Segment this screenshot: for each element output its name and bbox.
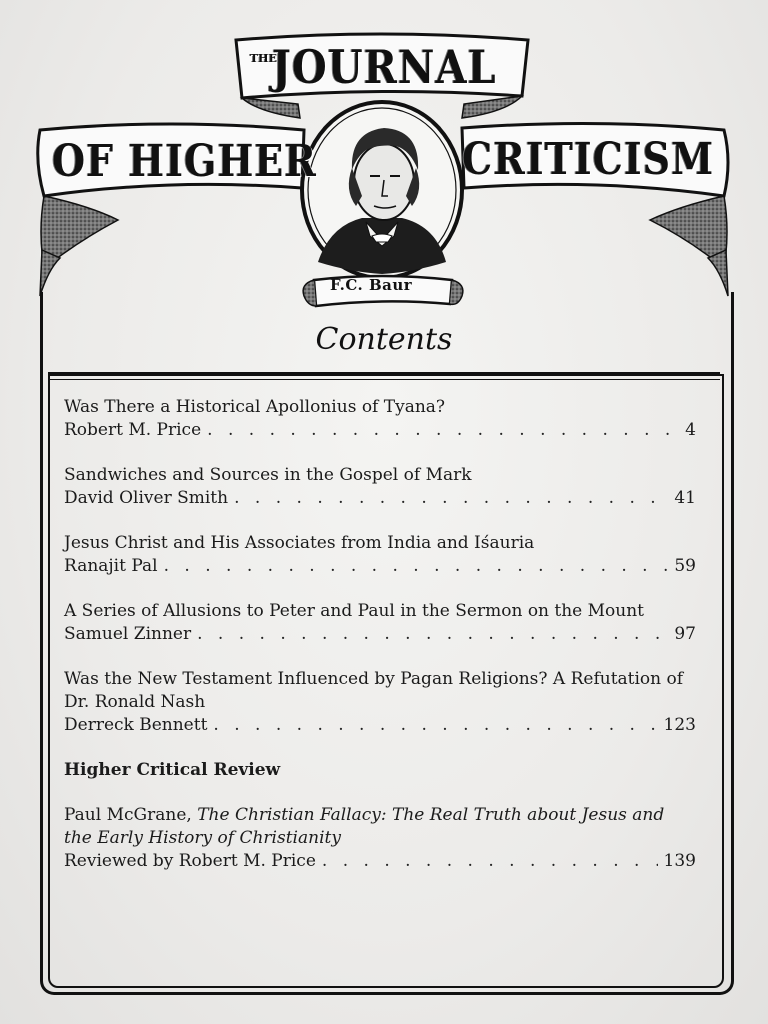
dot-leader xyxy=(234,487,668,510)
toc-entry-page: 123 xyxy=(663,715,696,735)
dot-leader xyxy=(197,623,668,646)
toc-entry[interactable] xyxy=(64,668,696,737)
toc-entry[interactable] xyxy=(64,600,696,646)
masthead-journal: JOURNAL xyxy=(272,40,497,95)
masthead-of-higher: OF HIGHER xyxy=(52,134,317,187)
toc-entry[interactable] xyxy=(64,396,696,442)
dot-leader xyxy=(207,419,679,442)
review-book-title: The Christian Fallacy: The Real Truth about Jesus and the Early History of Christianity xyxy=(64,805,665,848)
portrait-caption: F.C. Baur xyxy=(330,276,413,294)
masthead-the: THE xyxy=(250,52,277,65)
toc-entry-page: 4 xyxy=(685,420,696,440)
review-section-heading: Higher Critical Review xyxy=(64,760,281,780)
toc-entry-page: 97 xyxy=(674,624,696,644)
review-book-author: Paul McGrane, xyxy=(64,805,192,825)
toc-review-entry[interactable] xyxy=(64,804,696,873)
dot-leader xyxy=(213,714,657,737)
toc-entry-page: 59 xyxy=(674,556,696,576)
toc-entry-author: Robert M. Price xyxy=(64,420,202,440)
review-book-line xyxy=(64,804,696,850)
toc-entry-title: A Series of Allusions to Peter and Paul in the Sermon on the Mount xyxy=(64,601,645,621)
review-page: 139 xyxy=(663,851,696,871)
toc-entry[interactable] xyxy=(64,532,696,578)
dot-leader xyxy=(164,555,669,578)
dot-leader xyxy=(322,850,658,873)
toc-entry[interactable] xyxy=(64,464,696,510)
toc-entry-title: Sandwiches and Sources in the Gospel of Mark xyxy=(64,465,472,485)
masthead-criticism: CRITICISM xyxy=(462,132,715,185)
review-reviewer: Reviewed by Robert M. Price xyxy=(64,851,316,871)
toc-entry-author: Samuel Zinner xyxy=(64,624,192,644)
table-of-contents xyxy=(64,396,696,895)
toc-entry-author: Ranajit Pal xyxy=(64,556,158,576)
toc-entry-page: 41 xyxy=(674,488,696,508)
toc-entry-author: Derreck Bennett xyxy=(64,715,208,735)
toc-entry-title: Was the New Testament Influenced by Pagan Religions? A Refutation of Dr. Ronald Nash xyxy=(64,669,684,712)
toc-entry-title: Jesus Christ and His Associates from India and Iśauria xyxy=(64,533,535,553)
toc-entry-title: Was There a Historical Apollonius of Tyana? xyxy=(64,397,446,417)
toc-entry-author: David Oliver Smith xyxy=(64,488,229,508)
contents-heading: Contents xyxy=(315,322,453,357)
